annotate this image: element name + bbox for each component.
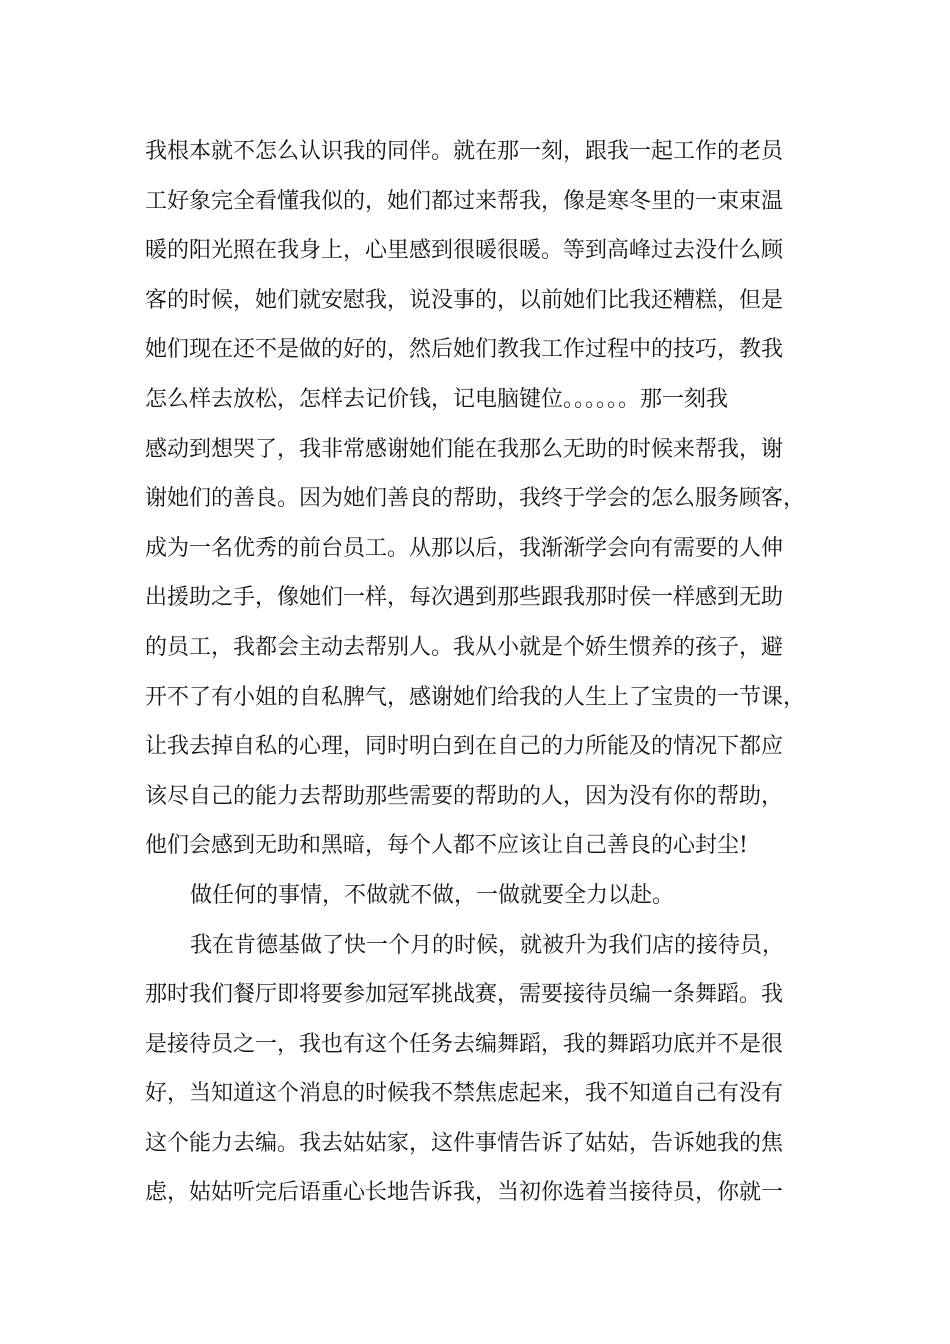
text-line: 怎么样去放松，怎样去记价钱，记电脑键位。。。。。。那一刻我 (145, 386, 729, 412)
document-body (145, 127, 825, 1218)
text-line: 是接待员之一，我也有这个任务去编舞蹈，我的舞蹈功底并不是很 (145, 1031, 784, 1057)
text-line: 他们会感到无助和黑暗，每个人都不应该让自己善良的心封尘! (145, 833, 748, 859)
text-line: 谢她们的善良。因为她们善良的帮助，我终于学会的怎么服务顾客， (145, 486, 806, 512)
text-line: 暖的阳光照在我身上，心里感到很暖很暖。等到高峰过去没什么顾 (145, 238, 784, 264)
text-line: 成为一名优秀的前台员工。从那以后，我渐渐学会向有需要的人伸 (145, 535, 784, 561)
text-line: 工好象完全看懂我似的，她们都过来帮我，像是寒冬里的一束束温 (145, 188, 784, 214)
text-line: 这个能力去编。我去姑姑家，这件事情告诉了姑姑，告诉她我的焦 (145, 1130, 784, 1156)
text-line: 她们现在还不是做的好的，然后她们教我工作过程中的技巧，教我 (145, 337, 784, 363)
text-line: 客的时候，她们就安慰我，说没事的，以前她们比我还糟糕，但是 (145, 287, 784, 313)
text-line: 该尽自己的能力去帮助那些需要的帮助的人，因为没有你的帮助， (145, 783, 784, 809)
paragraph-first-line: 做任何的事情，不做就不做，一做就要全力以赴。 (190, 882, 675, 908)
text-line: 感动到想哭了，我非常感谢她们能在我那么无助的时候来帮我，谢 (145, 436, 784, 462)
text-line: 出援助之手，像她们一样，每次遇到那些跟我那时侯一样感到无助 (145, 585, 784, 611)
text-line: 我根本就不怎么认识我的同伴。就在那一刻，跟我一起工作的老员 (145, 139, 784, 164)
text-line: 的员工，我都会主动去帮别人。我从小就是个娇生惯养的孩子，避 (145, 634, 784, 660)
text-line: 虑，姑姑听完后语重心长地告诉我，当初你选着当接待员，你就一 (145, 1180, 784, 1206)
text-line: 开不了有小姐的自私脾气，感谢她们给我的人生上了宝贵的一节课， (145, 684, 806, 710)
text-line: 让我去掉自私的心理，同时明白到在自己的力所能及的情况下都应 (145, 734, 784, 760)
paragraph-first-line: 我在肯德基做了快一个月的时候，就被升为我们店的接待员， (190, 932, 785, 958)
text-line: 好，当知道这个消息的时候我不禁焦虑起来，我不知道自己有没有 (145, 1081, 784, 1107)
text-line: 那时我们餐厅即将要参加冠军挑战赛，需要接待员编一条舞蹈。我 (145, 982, 784, 1008)
